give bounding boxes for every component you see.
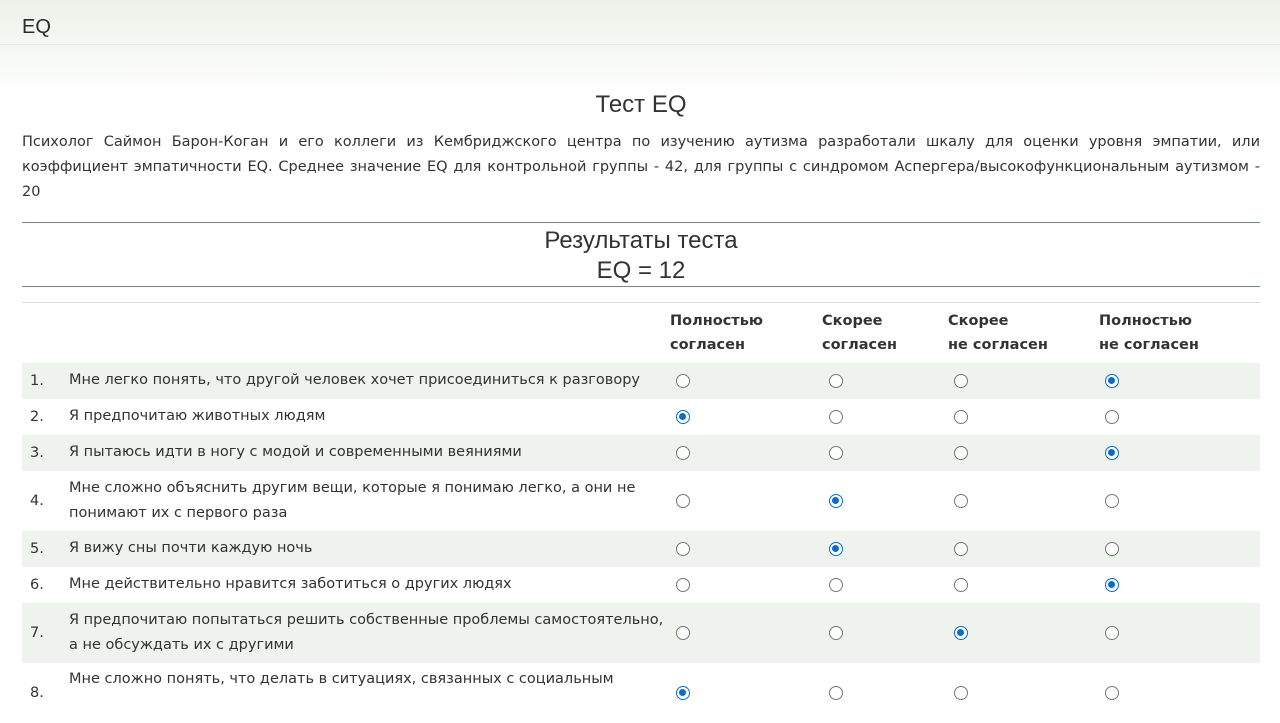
answer-radio-rather-agree[interactable] <box>829 686 843 700</box>
results-title: Результаты теста <box>544 227 738 254</box>
answer-radio-fully-agree[interactable] <box>676 374 690 388</box>
column-header-fully-disagree <box>1099 309 1199 357</box>
answer-radio-rather-disagree[interactable] <box>954 578 968 592</box>
question-number: 5. <box>30 541 44 557</box>
question-number: 3. <box>30 445 44 461</box>
question-text: Мне действительно нравится заботиться о других людях <box>69 576 512 592</box>
answer-radio-fully-disagree[interactable] <box>1105 446 1119 460</box>
answer-radio-rather-disagree[interactable] <box>954 446 968 460</box>
question-text: Мне сложно объяснить другим вещи, которые я понимаю легко, а они не понимают их с первого раза <box>69 480 636 521</box>
answer-radio-fully-agree[interactable] <box>676 542 690 556</box>
answer-radio-rather-agree[interactable] <box>829 374 843 388</box>
column-header-line: Полностью <box>1099 313 1192 329</box>
answer-radio-fully-disagree[interactable] <box>1105 626 1119 640</box>
answer-radio-fully-disagree[interactable] <box>1105 686 1119 700</box>
answer-radio-rather-disagree[interactable] <box>954 686 968 700</box>
answer-radio-fully-disagree[interactable] <box>1105 542 1119 556</box>
answer-radio-rather-agree[interactable] <box>829 542 843 556</box>
column-header-rather-agree <box>822 309 897 357</box>
answer-radio-fully-disagree[interactable] <box>1105 374 1119 388</box>
question-number: 1. <box>30 373 44 389</box>
answer-radio-fully-agree[interactable] <box>676 410 690 424</box>
table-row <box>22 399 1260 435</box>
question-number: 7. <box>30 625 44 641</box>
table-row <box>22 363 1260 399</box>
answer-radio-fully-agree[interactable] <box>676 578 690 592</box>
answer-radio-fully-agree[interactable] <box>676 626 690 640</box>
table-row <box>22 531 1260 567</box>
column-header-line: Скорее <box>822 313 883 329</box>
table-row <box>22 471 1260 531</box>
results-score: EQ = 12 <box>596 257 686 284</box>
column-header-line: не согласен <box>948 337 1048 353</box>
test-description: Психолог Саймон Барон-Коган и его коллеги из Кембриджского центра по изучению аутизма разработали шкалу для оценки уровня эмпатии, или коэффициент эмпатичности EQ. Среднее значение EQ для контрольной группы - 42, для группы с синдромом Аспергера/высокофункциональным аутизмом - 20 <box>22 134 1260 200</box>
column-header-line: Скорее <box>948 313 1009 329</box>
column-header-line: согласен <box>822 337 897 353</box>
column-header-rather-disagree <box>948 309 1048 357</box>
answer-radio-fully-agree[interactable] <box>676 494 690 508</box>
app-header <box>0 0 1280 45</box>
question-number: 4. <box>30 493 44 509</box>
answer-radio-rather-agree[interactable] <box>829 626 843 640</box>
column-header-fully-agree <box>670 309 763 357</box>
answer-radio-rather-agree[interactable] <box>829 578 843 592</box>
question-number: 6. <box>30 577 44 593</box>
table-row <box>22 663 1260 723</box>
divider-bottom <box>22 286 1260 287</box>
answer-radio-fully-agree[interactable] <box>676 446 690 460</box>
page-title: Тест EQ <box>595 91 687 118</box>
answer-radio-rather-disagree[interactable] <box>954 374 968 388</box>
divider-top <box>22 222 1260 223</box>
question-number: 8. <box>30 685 44 701</box>
answer-radio-rather-disagree[interactable] <box>954 542 968 556</box>
answer-radio-fully-disagree[interactable] <box>1105 494 1119 508</box>
column-header-line: Полностью <box>670 313 763 329</box>
question-number: 2. <box>30 409 44 425</box>
header-fade <box>0 45 1280 95</box>
question-text: Мне сложно понять, что делать в ситуациях, связанных с социальным <box>69 671 614 687</box>
app-title: EQ <box>22 16 51 38</box>
answer-radio-fully-disagree[interactable] <box>1105 410 1119 424</box>
question-text: Я предпочитаю попытаться решить собственные проблемы самостоятельно, а не обсуждать их с другими <box>69 612 664 653</box>
question-text: Я вижу сны почти каждую ночь <box>69 540 313 556</box>
table-row <box>22 603 1260 663</box>
answer-radio-rather-agree[interactable] <box>829 446 843 460</box>
answer-radio-rather-disagree[interactable] <box>954 410 968 424</box>
answer-radio-rather-agree[interactable] <box>829 410 843 424</box>
table-top-border <box>22 302 1260 303</box>
table-row <box>22 435 1260 471</box>
answer-radio-rather-agree[interactable] <box>829 494 843 508</box>
column-header-line: не согласен <box>1099 337 1199 353</box>
table-row <box>22 567 1260 603</box>
question-text: Я пытаюсь идти в ногу с модой и современными веяниями <box>69 444 522 460</box>
answer-radio-rather-disagree[interactable] <box>954 494 968 508</box>
answer-radio-fully-disagree[interactable] <box>1105 578 1119 592</box>
column-header-line: согласен <box>670 337 745 353</box>
answer-radio-fully-agree[interactable] <box>676 686 690 700</box>
question-text: Я предпочитаю животных людям <box>69 408 326 424</box>
answer-radio-rather-disagree[interactable] <box>954 626 968 640</box>
question-text: Мне легко понять, что другой человек хочет присоединиться к разговору <box>69 372 640 388</box>
